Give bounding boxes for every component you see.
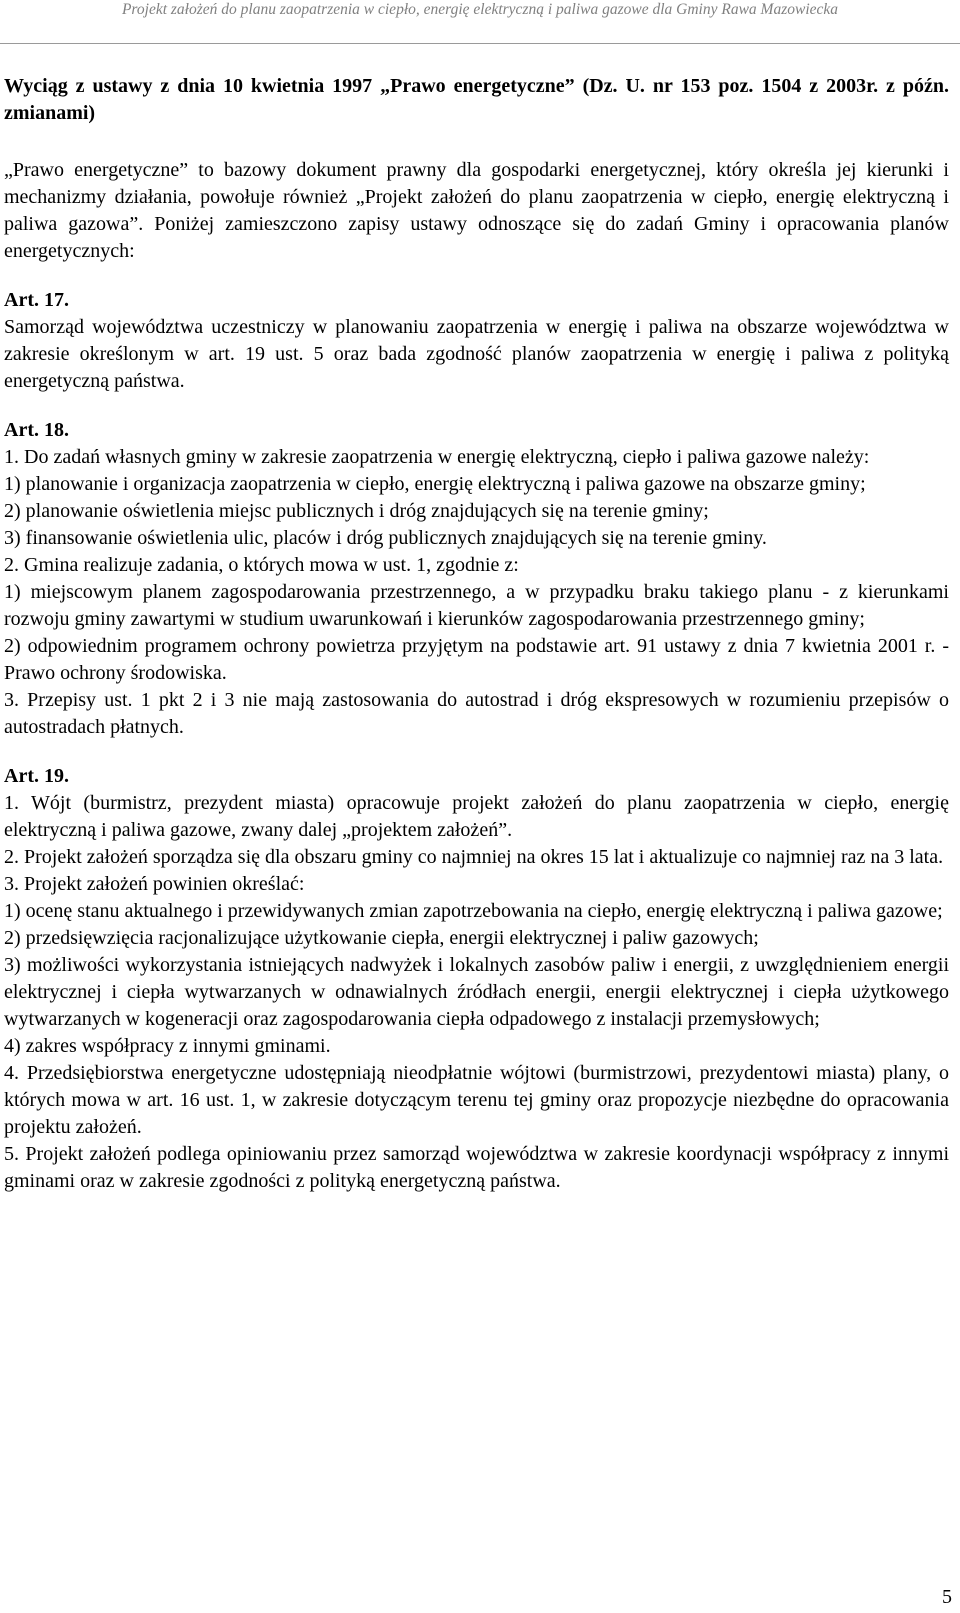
article-18-paragraph: 2) planowanie oświetlenia miejsc publicznych i dróg znajdujących się na terenie gminy; (4, 500, 709, 522)
article-19-paragraph: 1) ocenę stanu aktualnego i przewidywanych zmian zapotrzebowania na ciepło, energię elektryczną i paliwa gazowe; (4, 900, 943, 922)
article-18-paragraph: 2) odpowiednim programem ochrony powietrza przyjętym na podstawie art. 91 ustawy z dnia 7 kwietnia 2001 r. - Prawo ochrony środowiska. (4, 635, 949, 684)
article-18-paragraph: 3. Przepisy ust. 1 pkt 2 i 3 nie mają zastosowania do autostrad i dróg ekspresowych w rozumieniu przepisów o autostradach płatnych. (4, 689, 949, 738)
article-19-paragraph: 3. Projekt założeń powinien określać: (4, 873, 305, 895)
article-19-paragraph: 5. Projekt założeń podlega opiniowaniu przez samorząd województwa w zakresie koordynacji współpracy z innymi gminami oraz w zakresie zgodności z polityką energetyczną państwa. (4, 1143, 949, 1192)
article-17-heading: Art. 17. (4, 289, 69, 311)
article-18-paragraph: 1) miejscowym planem zagospodarowania przestrzennego, a w przypadku braku takiego planu - z kierunkami rozwoju gminy zawartymi w studium uwarunkowań i kierunków zagospodarowania przestrzennego gminy; (4, 581, 949, 630)
article-19-heading: Art. 19. (4, 765, 69, 787)
article-19-paragraph: 3) możliwości wykorzystania istniejących nadwyżek i lokalnych zasobów paliw i energii, z uwzględnieniem energii elektrycznej i ciepła wytwarzanych w odnawialnych źródłach energii, energii elektrycznej i ciepła użytkowego wytwarzanych w kogeneracji oraz zagospodarowania ciepła odpadowego z instalacji przemysłowych; (4, 954, 949, 1030)
article-19-paragraph: 1. Wójt (burmistrz, prezydent miasta) opracowuje projekt założeń do planu zaopatrzenia w ciepło, energię elektryczną i paliwa gazowe, zwany dalej „projektem założeń”. (4, 792, 949, 841)
intro-paragraph: „Prawo energetyczne” to bazowy dokument prawny dla gospodarki energetycznej, który określa jej kierunki i mechanizmy działania, powołuje również „Projekt założeń do planu zaopatrzenia w ciepło, energię elektryczną i paliwa gazowa”. Poniżej zamieszczono zapisy ustawy odnoszące się do zadań Gminy i opracowania planów energetycznych: (4, 159, 949, 262)
article-18-paragraph: 3) finansowanie oświetlenia ulic, placów i dróg publicznych znajdujących się na terenie gminy. (4, 527, 767, 549)
article-19-paragraph: 4) zakres współpracy z innymi gminami. (4, 1035, 331, 1057)
page-header (0, 0, 960, 40)
article-19-paragraph: 4. Przedsiębiorstwa energetyczne udostępniają nieodpłatnie wójtowi (burmistrzowi, prezydentowi miasta) plany, o których mowa w art. 16 ust. 1, w zakresie dotyczącym terenu tej gminy oraz propozycje niezbędne do opracowania projektu założeń. (4, 1062, 949, 1138)
header-divider (0, 43, 960, 44)
page-number: 5 (942, 1586, 952, 1608)
article-17-text: Samorząd województwa uczestniczy w planowaniu zaopatrzenia w energię i paliwa na obszarze województwa w zakresie określonym w art. 19 ust. 5 oraz bada zgodność planów zaopatrzenia w energię i paliwa z polityką energetyczną państwa. (4, 316, 949, 392)
article-18-paragraph: 1. Do zadań własnych gminy w zakresie zaopatrzenia w energię elektryczną, ciepło i paliwa gazowe należy: (4, 446, 870, 468)
article-19-paragraph: 2) przedsięwzięcia racjonalizujące użytkowanie ciepła, energii elektrycznej i paliw gazowych; (4, 927, 759, 949)
article-18-heading: Art. 18. (4, 419, 69, 441)
document-title: Wyciąg z ustawy z dnia 10 kwietnia 1997 „Prawo energetyczne” (Dz. U. nr 153 poz. 1504 z 2003r. z późn. zmianami) (4, 75, 949, 124)
article-18-paragraph: 2. Gmina realizuje zadania, o których mowa w ust. 1, zgodnie z: (4, 554, 519, 576)
document-body (4, 73, 949, 1195)
article-19-paragraph: 2. Projekt założeń sporządza się dla obszaru gminy co najmniej na okres 15 lat i aktualizuje co najmniej raz na 3 lata. (4, 846, 944, 868)
article-18-paragraph: 1) planowanie i organizacja zaopatrzenia w ciepło, energię elektryczną i paliwa gazowe na obszarze gminy; (4, 473, 866, 495)
header-title: Projekt założeń do planu zaopatrzenia w ciepło, energię elektryczną i paliwa gazowe dla Gminy Rawa Mazowiecka (121, 1, 839, 18)
